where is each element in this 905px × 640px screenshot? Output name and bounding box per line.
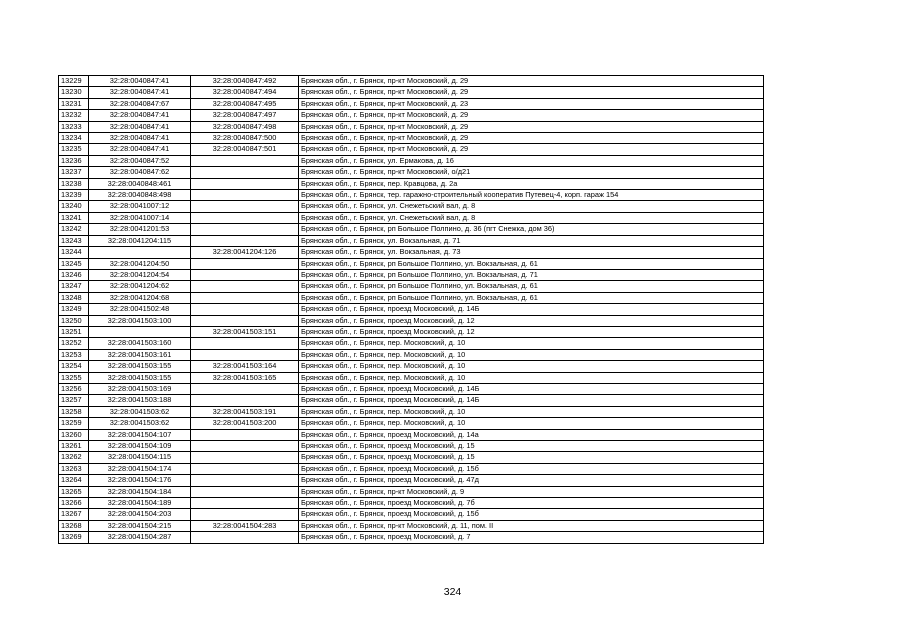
row-number-cell: 13247 <box>59 281 89 292</box>
cadastral-number-cell: 32:28:0041504:184 <box>89 486 191 497</box>
object-cadastral-number-cell: 32:28:0040847:497 <box>191 110 299 121</box>
table-row <box>59 383 764 394</box>
address-cell: Брянская обл., г. Брянск, ул. Ермакова, д. 16 <box>299 155 764 166</box>
cadastral-number-cell: 32:28:0041204:68 <box>89 292 191 303</box>
row-number-cell: 13242 <box>59 224 89 235</box>
object-cadastral-number-cell <box>191 315 299 326</box>
object-cadastral-number-cell: 32:28:0040847:495 <box>191 98 299 109</box>
row-number-cell: 13235 <box>59 144 89 155</box>
table-row <box>59 395 764 406</box>
cadastral-number-cell: 32:28:0041201:53 <box>89 224 191 235</box>
table-row <box>59 463 764 474</box>
object-cadastral-number-cell <box>191 338 299 349</box>
table-row <box>59 167 764 178</box>
cadastral-number-cell: 32:28:0041504:189 <box>89 498 191 509</box>
object-cadastral-number-cell <box>191 235 299 246</box>
row-number-cell: 13264 <box>59 475 89 486</box>
address-cell: Брянская обл., г. Брянск, рп Большое Полпино, ул. Вокзальная, д. 61 <box>299 281 764 292</box>
row-number-cell: 13229 <box>59 76 89 87</box>
row-number-cell: 13237 <box>59 167 89 178</box>
table-row <box>59 475 764 486</box>
table-row <box>59 486 764 497</box>
row-number-cell: 13265 <box>59 486 89 497</box>
address-cell: Брянская обл., г. Брянск, ул. Вокзальная, д. 71 <box>299 235 764 246</box>
cadastral-number-cell: 32:28:0041503:161 <box>89 349 191 360</box>
address-cell: Брянская обл., г. Брянск, проезд Московский, д. 12 <box>299 326 764 337</box>
cadastral-number-cell: 32:28:0040847:41 <box>89 110 191 121</box>
row-number-cell: 13254 <box>59 361 89 372</box>
row-number-cell: 13250 <box>59 315 89 326</box>
address-cell: Брянская обл., г. Брянск, проезд Московский, д. 15б <box>299 463 764 474</box>
cadastral-number-cell: 32:28:0041504:215 <box>89 520 191 531</box>
address-cell: Брянская обл., г. Брянск, проезд Московский, д. 7б <box>299 498 764 509</box>
cadastral-number-cell: 32:28:0041503:188 <box>89 395 191 406</box>
row-number-cell: 13253 <box>59 349 89 360</box>
address-cell: Брянская обл., г. Брянск, рп Большое Полпино, ул. Вокзальная, д. 61 <box>299 258 764 269</box>
table-row <box>59 281 764 292</box>
cadastral-number-cell: 32:28:0041007:12 <box>89 201 191 212</box>
address-cell: Брянская обл., г. Брянск, проезд Московский, д. 14Б <box>299 395 764 406</box>
cadastral-number-cell: 32:28:0041504:203 <box>89 509 191 520</box>
object-cadastral-number-cell <box>191 212 299 223</box>
object-cadastral-number-cell <box>191 155 299 166</box>
cadastral-number-cell: 32:28:0040847:41 <box>89 87 191 98</box>
object-cadastral-number-cell: 32:28:0041503:165 <box>191 372 299 383</box>
cadastral-number-cell: 32:28:0041504:174 <box>89 463 191 474</box>
cadastral-number-cell <box>89 247 191 258</box>
row-number-cell: 13238 <box>59 178 89 189</box>
table-row <box>59 235 764 246</box>
address-cell: Брянская обл., г. Брянск, пр-кт Московский, д. 23 <box>299 98 764 109</box>
table-row <box>59 441 764 452</box>
cadastral-number-cell: 32:28:0040848:461 <box>89 178 191 189</box>
table-row <box>59 452 764 463</box>
row-number-cell: 13261 <box>59 441 89 452</box>
object-cadastral-number-cell: 32:28:0041503:191 <box>191 406 299 417</box>
address-cell: Брянская обл., г. Брянск, тер. гаражно-строительный кооператив Путевец-4, корп. гараж 154 <box>299 190 764 201</box>
cadastral-number-cell: 32:28:0041503:155 <box>89 372 191 383</box>
object-cadastral-number-cell: 32:28:0040847:500 <box>191 133 299 144</box>
table-row <box>59 87 764 98</box>
object-cadastral-number-cell <box>191 178 299 189</box>
address-cell: Брянская обл., г. Брянск, пр-кт Московский, д. 11, пом. II <box>299 520 764 531</box>
table-row <box>59 190 764 201</box>
row-number-cell: 13246 <box>59 269 89 280</box>
row-number-cell: 13259 <box>59 418 89 429</box>
row-number-cell: 13258 <box>59 406 89 417</box>
address-cell: Брянская обл., г. Брянск, пер. Московский, д. 10 <box>299 361 764 372</box>
cadastral-number-cell: 32:28:0041204:54 <box>89 269 191 280</box>
cadastral-number-cell: 32:28:0040848:498 <box>89 190 191 201</box>
address-cell: Брянская обл., г. Брянск, пр-кт Московский, д. 29 <box>299 133 764 144</box>
registry-table-body <box>59 76 764 544</box>
table-row <box>59 406 764 417</box>
cadastral-number-cell: 32:28:0041502:48 <box>89 304 191 315</box>
row-number-cell: 13263 <box>59 463 89 474</box>
cadastral-number-cell: 32:28:0041204:50 <box>89 258 191 269</box>
row-number-cell: 13267 <box>59 509 89 520</box>
row-number-cell: 13256 <box>59 383 89 394</box>
row-number-cell: 13255 <box>59 372 89 383</box>
object-cadastral-number-cell: 32:28:0041503:200 <box>191 418 299 429</box>
address-cell: Брянская обл., г. Брянск, ул. Снежетьский вал, д. 8 <box>299 201 764 212</box>
object-cadastral-number-cell <box>191 452 299 463</box>
table-row <box>59 532 764 543</box>
cadastral-number-cell: 32:28:0041204:115 <box>89 235 191 246</box>
address-cell: Брянская обл., г. Брянск, пер. Кравцова, д. 2а <box>299 178 764 189</box>
table-row <box>59 155 764 166</box>
object-cadastral-number-cell: 32:28:0040847:494 <box>191 87 299 98</box>
row-number-cell: 13230 <box>59 87 89 98</box>
object-cadastral-number-cell: 32:28:0041204:126 <box>191 247 299 258</box>
object-cadastral-number-cell: 32:28:0041503:164 <box>191 361 299 372</box>
object-cadastral-number-cell <box>191 383 299 394</box>
table-row <box>59 121 764 132</box>
row-number-cell: 13268 <box>59 520 89 531</box>
row-number-cell: 13241 <box>59 212 89 223</box>
address-cell: Брянская обл., г. Брянск, проезд Московский, д. 15б <box>299 509 764 520</box>
row-number-cell: 13248 <box>59 292 89 303</box>
cadastral-number-cell: 32:28:0041503:169 <box>89 383 191 394</box>
object-cadastral-number-cell <box>191 304 299 315</box>
table-row <box>59 338 764 349</box>
table-row <box>59 509 764 520</box>
row-number-cell: 13249 <box>59 304 89 315</box>
object-cadastral-number-cell <box>191 532 299 543</box>
object-cadastral-number-cell <box>191 441 299 452</box>
page-number: 324 <box>443 586 462 598</box>
row-number-cell: 13269 <box>59 532 89 543</box>
table-row <box>59 247 764 258</box>
cadastral-number-cell: 32:28:0040847:41 <box>89 121 191 132</box>
address-cell: Брянская обл., г. Брянск, проезд Московский, д. 14Б <box>299 304 764 315</box>
table-row <box>59 98 764 109</box>
address-cell: Брянская обл., г. Брянск, пр-кт Московский, д. 29 <box>299 144 764 155</box>
table-row <box>59 315 764 326</box>
table-row <box>59 498 764 509</box>
address-cell: Брянская обл., г. Брянск, проезд Московский, д. 14а <box>299 429 764 440</box>
object-cadastral-number-cell: 32:28:0041504:283 <box>191 520 299 531</box>
table-row <box>59 76 764 87</box>
cadastral-number-cell: 32:28:0040847:41 <box>89 76 191 87</box>
address-cell: Брянская обл., г. Брянск, рп Большое Полпино, д. 36 (пгт Снежка, дом 36) <box>299 224 764 235</box>
cadastral-number-cell: 32:28:0041503:155 <box>89 361 191 372</box>
table-row <box>59 144 764 155</box>
address-cell: Брянская обл., г. Брянск, пер. Московский, д. 10 <box>299 349 764 360</box>
cadastral-number-cell: 32:28:0041503:62 <box>89 406 191 417</box>
cadastral-number-cell: 32:28:0041504:109 <box>89 441 191 452</box>
row-number-cell: 13236 <box>59 155 89 166</box>
table-row <box>59 304 764 315</box>
object-cadastral-number-cell <box>191 269 299 280</box>
row-number-cell: 13252 <box>59 338 89 349</box>
address-cell: Брянская обл., г. Брянск, пер. Московский, д. 10 <box>299 418 764 429</box>
address-cell: Брянская обл., г. Брянск, пр-кт Московский, о/д21 <box>299 167 764 178</box>
row-number-cell: 13231 <box>59 98 89 109</box>
table-row <box>59 224 764 235</box>
table-row <box>59 418 764 429</box>
row-number-cell: 13240 <box>59 201 89 212</box>
address-cell: Брянская обл., г. Брянск, проезд Московский, д. 7 <box>299 532 764 543</box>
object-cadastral-number-cell: 32:28:0040847:501 <box>191 144 299 155</box>
row-number-cell: 13251 <box>59 326 89 337</box>
row-number-cell: 13262 <box>59 452 89 463</box>
address-cell: Брянская обл., г. Брянск, рп Большое Полпино, ул. Вокзальная, д. 61 <box>299 292 764 303</box>
object-cadastral-number-cell <box>191 395 299 406</box>
table-row <box>59 372 764 383</box>
row-number-cell: 13233 <box>59 121 89 132</box>
table-row <box>59 178 764 189</box>
address-cell: Брянская обл., г. Брянск, пр-кт Московский, д. 29 <box>299 110 764 121</box>
cadastral-number-cell: 32:28:0041204:62 <box>89 281 191 292</box>
table-row <box>59 520 764 531</box>
table-row <box>59 349 764 360</box>
address-cell: Брянская обл., г. Брянск, проезд Московский, д. 15 <box>299 441 764 452</box>
object-cadastral-number-cell <box>191 498 299 509</box>
cadastral-number-cell: 32:28:0040847:41 <box>89 133 191 144</box>
cadastral-number-cell: 32:28:0041504:176 <box>89 475 191 486</box>
object-cadastral-number-cell <box>191 509 299 520</box>
object-cadastral-number-cell: 32:28:0040847:498 <box>191 121 299 132</box>
table-row <box>59 326 764 337</box>
cadastral-number-cell: 32:28:0040847:67 <box>89 98 191 109</box>
object-cadastral-number-cell <box>191 167 299 178</box>
object-cadastral-number-cell <box>191 429 299 440</box>
row-number-cell: 13266 <box>59 498 89 509</box>
cadastral-number-cell: 32:28:0040847:52 <box>89 155 191 166</box>
row-number-cell: 13260 <box>59 429 89 440</box>
address-cell: Брянская обл., г. Брянск, проезд Московский, д. 15 <box>299 452 764 463</box>
cadastral-number-cell: 32:28:0041504:107 <box>89 429 191 440</box>
row-number-cell: 13232 <box>59 110 89 121</box>
address-cell: Брянская обл., г. Брянск, ул. Вокзальная, д. 73 <box>299 247 764 258</box>
address-cell: Брянская обл., г. Брянск, проезд Московский, д. 14Б <box>299 383 764 394</box>
object-cadastral-number-cell: 32:28:0040847:492 <box>191 76 299 87</box>
cadastral-number-cell: 32:28:0041503:62 <box>89 418 191 429</box>
cadastral-number-cell: 32:28:0041007:14 <box>89 212 191 223</box>
object-cadastral-number-cell <box>191 190 299 201</box>
table-row <box>59 429 764 440</box>
address-cell: Брянская обл., г. Брянск, пер. Московский, д. 10 <box>299 406 764 417</box>
table-row <box>59 258 764 269</box>
row-number-cell: 13243 <box>59 235 89 246</box>
row-number-cell: 13239 <box>59 190 89 201</box>
cadastral-number-cell: 32:28:0041504:115 <box>89 452 191 463</box>
cadastral-number-cell: 32:28:0041503:160 <box>89 338 191 349</box>
address-cell: Брянская обл., г. Брянск, пр-кт Московский, д. 29 <box>299 76 764 87</box>
object-cadastral-number-cell <box>191 463 299 474</box>
address-cell: Брянская обл., г. Брянск, рп Большое Полпино, ул. Вокзальная, д. 71 <box>299 269 764 280</box>
cadastral-number-cell: 32:28:0041504:287 <box>89 532 191 543</box>
table-row <box>59 133 764 144</box>
table-row <box>59 110 764 121</box>
registry-table <box>58 75 764 544</box>
object-cadastral-number-cell <box>191 349 299 360</box>
cadastral-number-cell: 32:28:0040847:62 <box>89 167 191 178</box>
table-row <box>59 201 764 212</box>
address-cell: Брянская обл., г. Брянск, пр-кт Московский, д. 29 <box>299 87 764 98</box>
table-row <box>59 269 764 280</box>
object-cadastral-number-cell <box>191 292 299 303</box>
address-cell: Брянская обл., г. Брянск, пр-кт Московский, д. 29 <box>299 121 764 132</box>
table-row <box>59 212 764 223</box>
address-cell: Брянская обл., г. Брянск, ул. Снежетьский вал, д. 8 <box>299 212 764 223</box>
object-cadastral-number-cell <box>191 475 299 486</box>
object-cadastral-number-cell <box>191 224 299 235</box>
address-cell: Брянская обл., г. Брянск, проезд Московский, д. 47д <box>299 475 764 486</box>
address-cell: Брянская обл., г. Брянск, пр-кт Московский, д. 9 <box>299 486 764 497</box>
address-cell: Брянская обл., г. Брянск, пер. Московский, д. 10 <box>299 372 764 383</box>
row-number-cell: 13234 <box>59 133 89 144</box>
object-cadastral-number-cell <box>191 258 299 269</box>
row-number-cell: 13245 <box>59 258 89 269</box>
object-cadastral-number-cell <box>191 201 299 212</box>
address-cell: Брянская обл., г. Брянск, пер. Московский, д. 10 <box>299 338 764 349</box>
cadastral-number-cell: 32:28:0040847:41 <box>89 144 191 155</box>
row-number-cell: 13257 <box>59 395 89 406</box>
row-number-cell: 13244 <box>59 247 89 258</box>
object-cadastral-number-cell <box>191 486 299 497</box>
object-cadastral-number-cell: 32:28:0041503:151 <box>191 326 299 337</box>
table-row <box>59 292 764 303</box>
address-cell: Брянская обл., г. Брянск, проезд Московский, д. 12 <box>299 315 764 326</box>
table-row <box>59 361 764 372</box>
cadastral-number-cell: 32:28:0041503:100 <box>89 315 191 326</box>
cadastral-number-cell <box>89 326 191 337</box>
object-cadastral-number-cell <box>191 281 299 292</box>
